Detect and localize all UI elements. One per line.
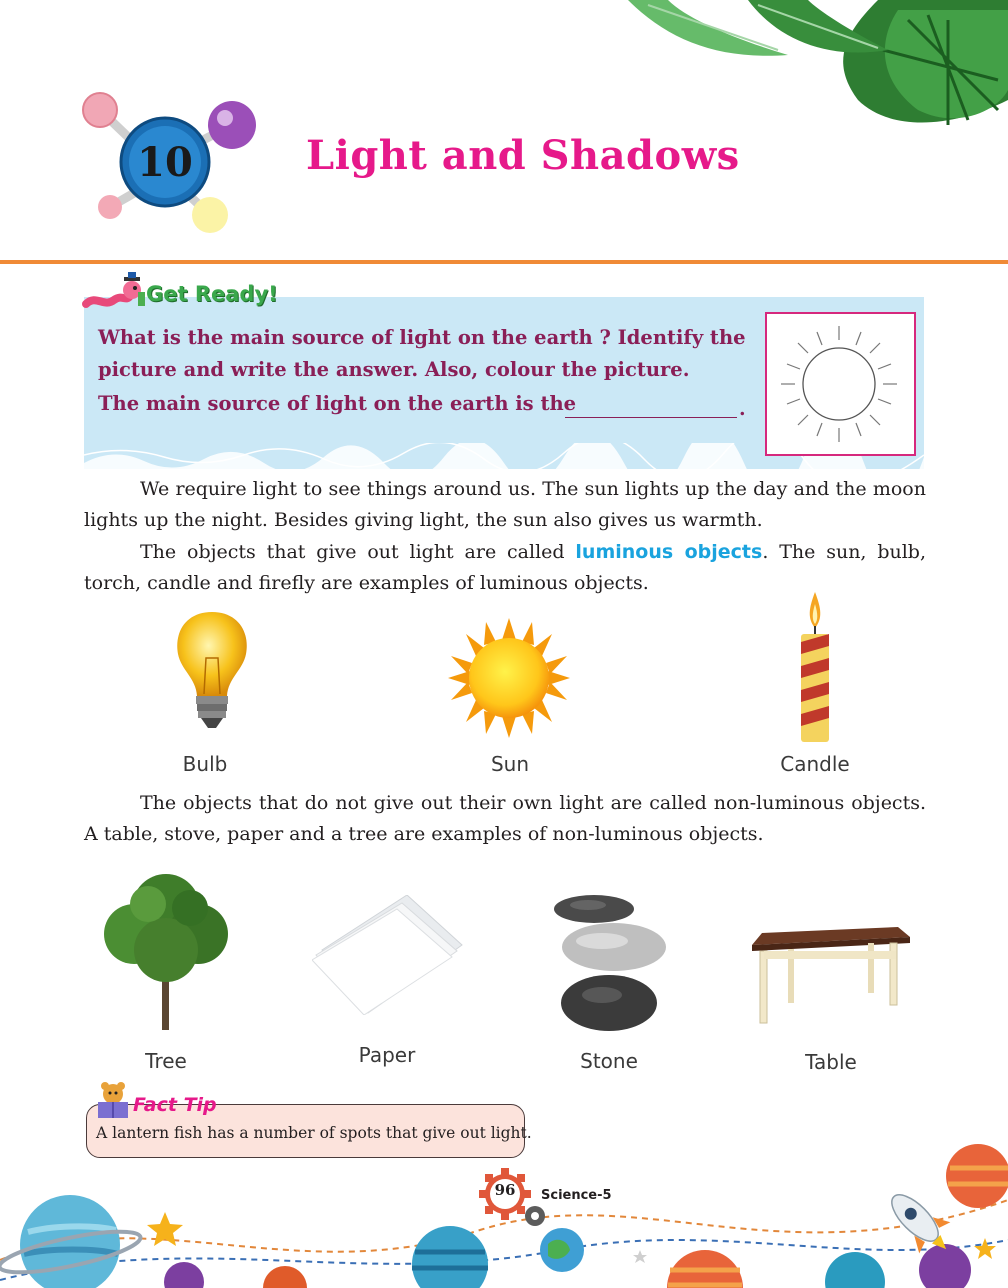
caption-sun: Sun	[490, 752, 530, 776]
tree-picture	[98, 868, 234, 1033]
space-footer-decoration	[0, 1140, 1008, 1288]
sun-outline-icon	[767, 314, 914, 454]
worm-mascot-icon	[82, 272, 146, 310]
paragraph-light-intro: We require light to see things around us. The sun lights up the day and the moon lights up the night. Besides giving light, the sun also gives us warmth.	[84, 478, 926, 531]
answer-blank-line[interactable]	[565, 417, 737, 418]
paragraph-non-luminous: The objects that do not give out their own light are called non-luminous objects. A table, stove, paper and a tree are examples of non-luminous objects.	[84, 792, 926, 845]
caption-stone: Stone	[580, 1049, 638, 1073]
chapter-number: 10	[137, 139, 193, 186]
luminous-objects-term: luminous objects	[575, 541, 763, 563]
caption-bulb: Bulb	[182, 752, 228, 776]
caption-paper: Paper	[358, 1043, 416, 1067]
page-number: 96	[494, 1181, 516, 1199]
bear-reading-icon	[92, 1080, 134, 1120]
table-picture	[750, 925, 912, 1025]
bulb-picture	[172, 608, 252, 733]
sun-outline-picture[interactable]	[765, 312, 916, 456]
paragraph-luminous: The objects that give out light are called luminous objects. The sun, bulb, torch, candle and firefly are examples of luminous objects.	[84, 541, 927, 594]
question-line-2: picture and write the answer. Also, colour the picture.	[98, 358, 690, 381]
candle-picture	[795, 590, 835, 745]
answer-end: .	[739, 398, 746, 420]
caption-table: Table	[805, 1050, 857, 1074]
molecule-chapter-icon	[70, 80, 280, 250]
sun-picture	[448, 618, 570, 738]
question-line-1: What is the main source of light on the earth ? Identify the	[98, 326, 746, 349]
stone-picture	[552, 895, 667, 1035]
paper-picture	[312, 895, 467, 1015]
caption-candle: Candle	[780, 752, 850, 776]
answer-prompt: The main source of light on the earth is the	[98, 392, 577, 415]
caption-tree: Tree	[145, 1049, 187, 1073]
book-name: Science-5	[541, 1188, 612, 1203]
fact-tip-text: A lantern fish has a number of spots that give out light.	[96, 1124, 532, 1142]
chapter-title: Light and Shadows	[306, 132, 740, 179]
header-divider	[0, 260, 1008, 264]
fact-tip-heading: Fact Tip	[133, 1094, 217, 1116]
leaves-decoration	[628, 0, 1008, 150]
get-ready-heading: Get Ready!	[146, 282, 278, 306]
